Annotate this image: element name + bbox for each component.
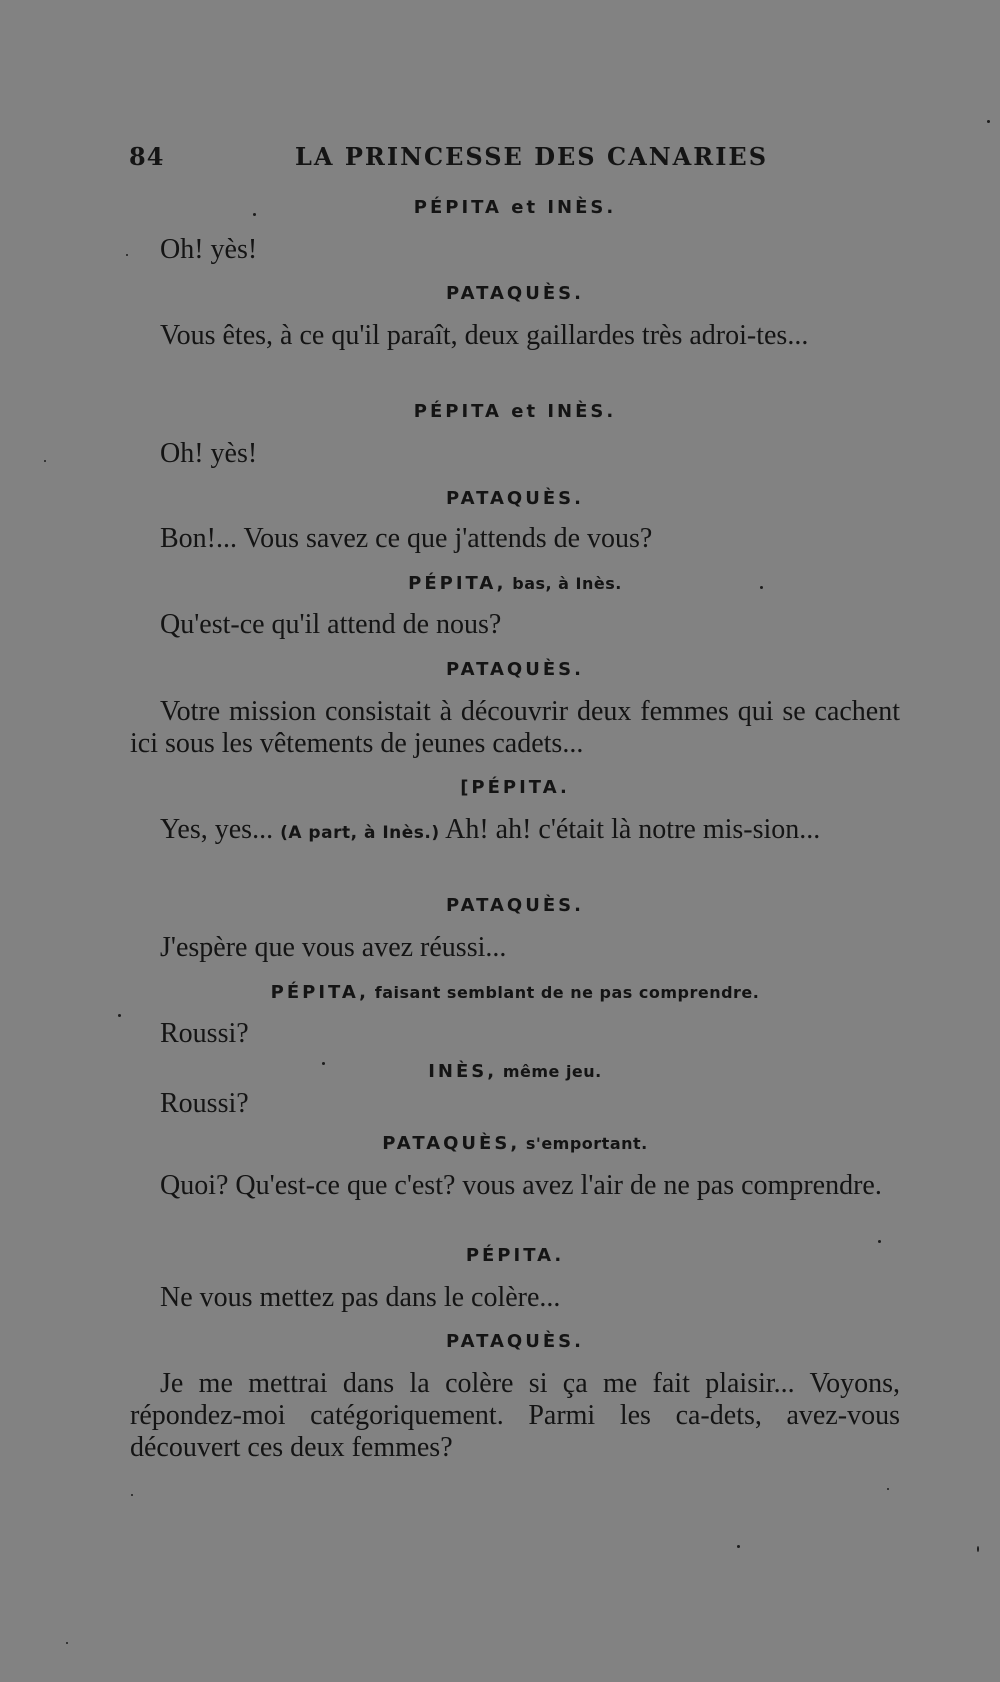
scan-speck — [131, 1494, 133, 1496]
speaker-heading: INÈS, même jeu. — [428, 1061, 602, 1082]
dialogue-line: Bon!... Vous savez ce que j'attends de vous? — [160, 523, 653, 554]
scan-speck — [878, 1240, 881, 1243]
speaker-heading: PÉPITA et INÈS. — [413, 401, 617, 422]
scan-speck — [253, 213, 256, 216]
scan-speck — [760, 586, 763, 589]
page-header — [129, 142, 769, 176]
dialogue-line: Roussi? — [160, 1088, 249, 1119]
speaker-heading: PATAQUÈS. — [446, 895, 584, 916]
speaker-heading: PATAQUÈS, s'emportant. — [382, 1133, 648, 1154]
dialogue-line: Qu'est-ce qu'il attend de nous? — [160, 609, 502, 640]
speaker-heading: PATAQUÈS. — [446, 488, 584, 509]
speaker-heading: PÉPITA. — [465, 1245, 565, 1266]
dialogue-line: Oh! yès! — [160, 234, 258, 265]
scan-speck — [66, 1642, 68, 1644]
scan-speck — [977, 1546, 979, 1552]
speaker-heading: PATAQUÈS. — [446, 1331, 584, 1352]
scan-speck — [44, 460, 46, 462]
running-title: LA PRINCESSE DES CANARIES — [295, 142, 769, 171]
scan-speck — [126, 254, 128, 256]
dialogue-line: J'espère que vous avez réussi... — [160, 932, 507, 963]
dialogue-line: Ne vous mettez pas dans le colère... — [160, 1282, 561, 1313]
dialogue-line: Je me mettrai dans la colère si ça me fait plaisir... Voyons, répondez-moi catégoriquement. Parmi les ca-dets, avez-vous découvert ces deux femmes? — [130, 1368, 900, 1463]
dialogue-line: Yes, yes... (A part, à Inès.) Ah! ah! c'était là notre mis-sion... — [160, 814, 821, 845]
stage-direction: (A part, à Inès.) — [280, 823, 440, 843]
page-number: 84 — [129, 142, 165, 171]
speaker-heading: PÉPITA, faisant semblant de ne pas comprendre. — [270, 982, 760, 1003]
scan-speck — [887, 1488, 889, 1490]
dialogue-line: Votre mission consistait à découvrir deux femmes qui se cachent ici sous les vêtements de jeunes cadets... — [130, 696, 900, 759]
scan-speck — [987, 120, 990, 123]
scan-speck — [737, 1545, 740, 1548]
dialogue-line: Roussi? — [160, 1018, 249, 1049]
dialogue-line: Vous êtes, à ce qu'il paraît, deux gaillardes très adroi-tes... — [160, 320, 809, 351]
speaker-heading: [PÉPITA. — [460, 777, 570, 798]
dialogue-line: Quoi? Qu'est-ce que c'est? vous avez l'air de ne pas comprendre. — [160, 1170, 882, 1201]
speaker-heading: PÉPITA et INÈS. — [413, 197, 617, 218]
scan-speck — [322, 1062, 325, 1065]
speaker-heading: PATAQUÈS. — [446, 283, 584, 304]
dialogue-line: Oh! yès! — [160, 438, 258, 469]
scan-speck — [118, 1014, 121, 1017]
speaker-heading: PATAQUÈS. — [446, 659, 584, 680]
speaker-heading: PÉPITA, bas, à Inès. — [408, 573, 622, 594]
